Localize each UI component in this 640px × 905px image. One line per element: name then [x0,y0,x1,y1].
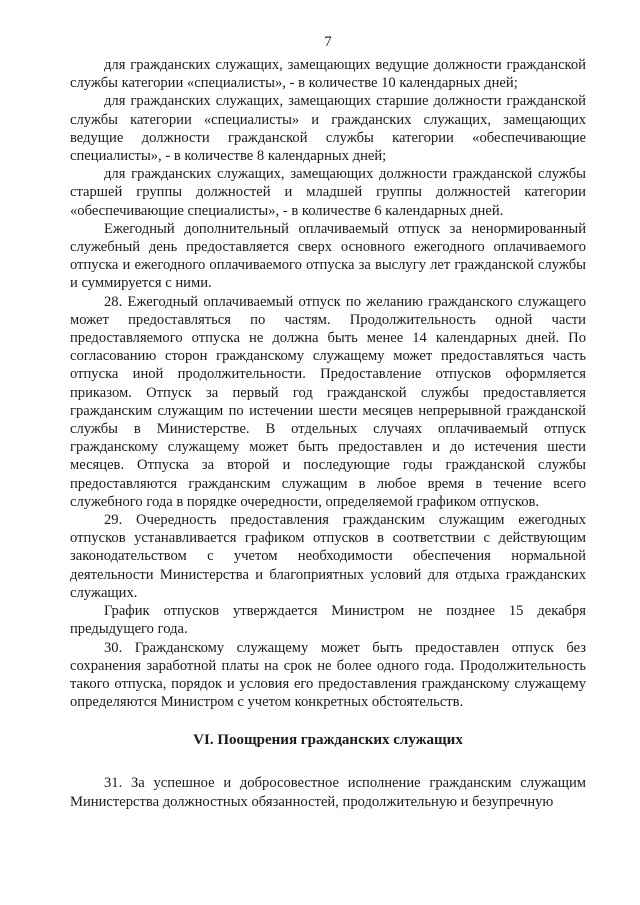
paragraph-additional-leave: Ежегодный дополнительный оплачиваемый отпуск за ненормированный служебный день предоставляется сверх основного ежегодного оплачиваемого отпуска и ежегодного оплачиваемого отпуска за выслугу лет гражданской службы и суммируется с ними. [70,220,586,292]
paragraph-leave-6-days: для гражданских служащих, замещающих должности гражданской службы старшей группы должностей и младшей группы должностей категории «обеспечивающие специалисты», - в количестве 6 календарных дней. [70,166,586,219]
paragraph-clause-28: 28. Ежегодный оплачиваемый отпуск по желанию гражданского служащего может предоставляться по частям. Продолжительность одной части предоставляемого отпуска не должна быть менее 14 календарных дней. По согласованию сторон гражданскому служащему может предоставляться часть отпуска иной продолжительности. Предоставление отпусков оформляется приказом. Отпуск за первый год гражданской службы предоставляется гражданским служащим по истечении шести месяцев непрерывной гражданской службы в Министерстве. В отдельных случаях оплачиваемый отпуск гражданскому служащему может быть предоставлен и до истечения шести месяцев. Отпуска за второй и последующие годы гражданской службы предоставляются гражданским служащим в любое время в течение всего служебного года в порядке очередности, определяемой графиком отпусков. [70,293,586,510]
section-heading: VI. Поощрения гражданских служащих [193,732,463,749]
page-number: 7 [324,34,332,50]
paragraph-schedule-approval: График отпусков утверждается Министром не позднее 15 декабря предыдущего года. [70,603,586,638]
paragraph-leave-10-days: для гражданских служащих, замещающих ведущие должности гражданской службы категории «специалисты», - в количестве 10 календарных дней; [70,57,586,92]
paragraph-leave-8-days: для гражданских служащих, замещающих старшие должности гражданской службы категории «специалисты» и гражданских служащих, замещающих ведущие должности гражданской службы категории «обеспечивающие специалисты», - в количестве 8 календарных дней; [70,93,586,165]
paragraph-clause-30: 30. Гражданскому служащему может быть предоставлен отпуск без сохранения заработной платы на срок не более одного года. Продолжительность такого отпуска, порядок и условия его предоставления гражданскому служащему определяются Министром с учетом конкретных обстоятельств. [70,639,586,711]
paragraph-clause-31: 31. За успешное и добросовестное исполнение гражданским служащим Министерства должностных обязанностей, продолжительную и безупречную [70,775,586,810]
document-body [70,56,586,811]
paragraph-clause-29: 29. Очередность предоставления гражданским служащим ежегодных отпусков устанавливается графиком отпусков в соответствии с действующим законодательством с учетом необходимости обеспечения нормальной деятельности Министерства и благоприятных условий для отдыха гражданских служащих. [70,512,586,601]
